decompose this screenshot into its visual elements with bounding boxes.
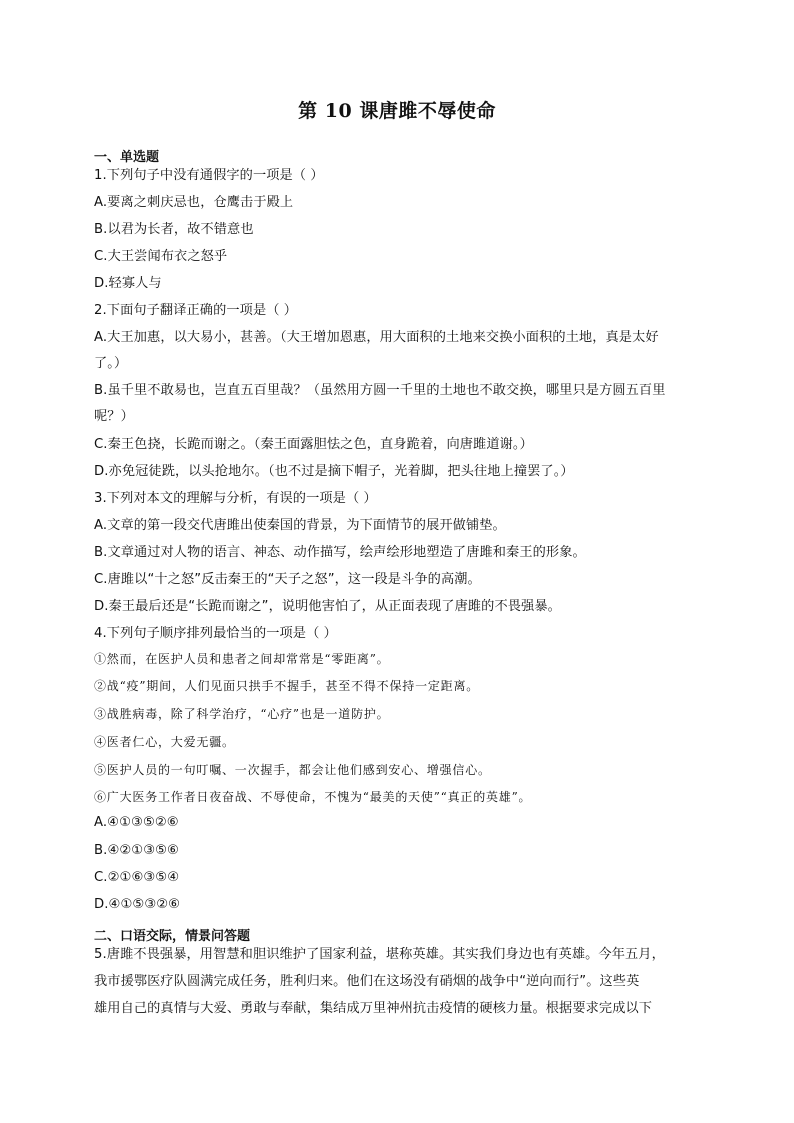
question-3-option-d: D.秦王最后还是“长跪而谢之”，说明他害怕了，从正面表现了唐雎的不畏强暴。 xyxy=(94,599,561,614)
question-2-option-b-line2: 呢？） xyxy=(94,409,134,424)
question-4-option-b: B.④②①③⑤⑥ xyxy=(94,843,179,858)
question-2-option-c: C.秦王色挠，长跪而谢之。（秦王面露胆怯之色，直身跪着，向唐雎道谢。） xyxy=(94,437,533,452)
question-3-option-b: B.文章通过对人物的语言、神态、动作描写，绘声绘形地塑造了唐雎和秦王的形象。 xyxy=(94,545,586,560)
question-4-sentence-4: ④医者仁心，大爱无疆。 xyxy=(94,735,235,749)
question-2-option-d: D.亦免冠徒跣，以头抢地尔。（也不过是摘下帽子，光着脚，把头往地上撞罢了。） xyxy=(94,464,574,479)
question-3-option-c: C.唐雎以“十之怒”反击秦王的“天子之怒”，这一段是斗争的高潮。 xyxy=(94,572,481,587)
question-1-option-d: D.轻寡人与 xyxy=(94,276,162,291)
question-4-option-c: C.②①⑥③⑤④ xyxy=(94,870,180,885)
question-4-sentence-1: ①然而，在医护人员和患者之间却常常是“零距离”。 xyxy=(94,652,390,666)
question-2-option-a-line2: 了。） xyxy=(94,356,128,371)
page-title: 第 10 课唐雎不辱使命 xyxy=(298,100,496,122)
question-4-sentence-2: ②战“疫”期间，人们见面只拱手不握手，甚至不得不保持一定距离。 xyxy=(94,679,480,693)
question-3-stem: 3.下列对本文的理解与分析，有误的一项是（ ） xyxy=(94,491,377,506)
question-5-line-3: 雄用自己的真情与大爱、勇敢与奉献，集结成万里神州抗击疫情的硬核力量。根据要求完成以下 xyxy=(94,1001,653,1016)
section-heading-oral-communication: 二、口语交际，情景问答题 xyxy=(94,929,251,944)
question-4-sentence-5: ⑤医护人员的一句叮嘱、一次握手，都会让他们感到安心、增强信心。 xyxy=(94,763,491,777)
question-5-line-1: 5.唐雎不畏强暴，用智慧和胆识维护了国家利益，堪称英雄。其实我们身边也有英雄。今年五月， xyxy=(94,947,665,962)
question-2-option-b-line1: B.虽千里不敢易也，岂直五百里哉？（虽然用方圆一千里的土地也不敢交换，哪里只是方圆五百里 xyxy=(94,383,666,398)
question-1-option-a: A.要离之刺庆忌也，仓鹰击于殿上 xyxy=(94,195,294,210)
question-1-option-b: B.以君为长者，故不错意也 xyxy=(94,222,254,237)
question-2-stem: 2.下面句子翻译正确的一项是（ ） xyxy=(94,303,298,318)
question-1-stem: 1.下列句子中没有通假字的一项是（ ） xyxy=(94,168,324,183)
question-5-line-2: 我市援鄂医疗队圆满完成任务，胜利归来。他们在这场没有硝烟的战争中“逆向而行”。这些英 xyxy=(94,974,640,989)
section-heading-single-choice: 一、单选题 xyxy=(94,150,160,165)
question-4-sentence-3: ③战胜病毒，除了科学治疗，“心疗”也是一道防护。 xyxy=(94,707,390,721)
question-4-option-d: D.④①⑤③②⑥ xyxy=(94,897,181,912)
question-1-option-c: C.大王尝闻布衣之怒乎 xyxy=(94,249,228,264)
question-4-sentence-6: ⑥广大医务工作者日夜奋战、不辱使命，不愧为“最美的天使”“真正的英雄”。 xyxy=(94,790,532,804)
question-2-option-a-line1: A.大王加惠，以大易小，甚善。（大王增加恩惠，用大面积的土地来交换小面积的土地，真是太好 xyxy=(94,330,659,345)
question-3-option-a: A.文章的第一段交代唐雎出使秦国的背景，为下面情节的展开做铺垫。 xyxy=(94,518,506,533)
question-4-stem: 4.下列句子顺序排列最恰当的一项是（ ） xyxy=(94,626,337,641)
question-4-option-a: A.④①③⑤②⑥ xyxy=(94,815,179,830)
